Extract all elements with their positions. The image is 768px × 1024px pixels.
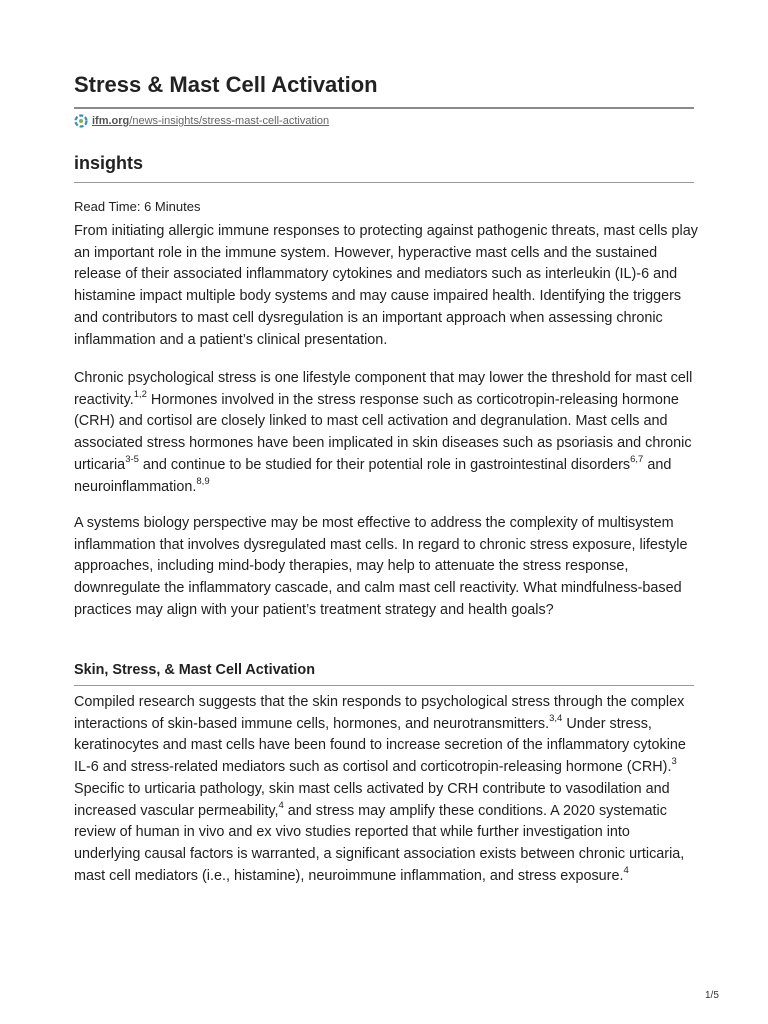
read-time: Read Time: 6 Minutes xyxy=(74,199,201,214)
section-heading: insights xyxy=(74,153,144,173)
citation: 1,2 xyxy=(133,388,147,400)
source-domain[interactable]: ifm.org xyxy=(92,115,130,127)
source-link[interactable] xyxy=(74,114,329,128)
page-title: Stress & Mast Cell Activation xyxy=(74,72,378,97)
section-divider xyxy=(74,182,694,183)
citation: 3 xyxy=(671,756,677,768)
citation: 3,4 xyxy=(549,712,563,724)
source-path[interactable]: /news-insights/stress-mast-cell-activation xyxy=(129,115,330,127)
citation: 3-5 xyxy=(125,454,139,466)
page-number: 1/5 xyxy=(705,990,719,1001)
paragraph-stress: Chronic psychological stress is one lifestyle component that may lower the threshold for mast cell reactivity.$^{1,2}$ Hormones involved in the stress response such as corticotropin-releasing hormone (CRH) and cortisol are closely linked to mast cell activation and degranulation. Mast cells and associated stress hormones have been implicated in skin diseases such as psoriasis and chronic urticaria$^{3-5}$ and continue to be studied for their potential role in gastrointestinal disorders$^{6,7}$ and neuroinflammation.$^{8,9}$ xyxy=(74,370,693,495)
ifm-logo-icon xyxy=(74,114,88,128)
paragraph-skin-stress: Compiled research suggests that the skin responds to psychological stress through the complex interactions of skin-based immune cells, hormones, and neurotransmitters.$^{3,4}$ Under stress, keratinocytes and mast cells have been found to increase secretion of the inflammatory cytokine IL-6 and stress-related mediators such as cortisol and corticotropin-releasing hormone (CRH).$^3$ Specific to urticaria pathology, skin mast cells activated by CRH contribute to vasodilation and increased vascular permeability,$^4$ and stress may amplify these conditions. A 2020 systematic review of human in vivo and ex vivo studies reported that while further investigation into underlying causal factors is warranted, a significant association exists between chronic urticaria, mast cell mediators (i.e., histamine), neuroimmune inflammation, and stress exposure.$^4$ xyxy=(74,694,686,884)
citation: 6,7 xyxy=(630,454,644,466)
citation: 8,9 xyxy=(196,475,210,487)
paragraph-systems-biology: A systems biology perspective may be most effective to address the complexity of multisystem inflammation that involves dysregulated mast cells. In regard to chronic stress exposure, lifestyle approaches, including mind-body therapies, may help to attenuate the stress response, downregulate the inflammatory cascade, and calm mast cell reactivity. What mindfulness-based practices may align with your patient’s treatment strategy and health goals? xyxy=(74,515,688,618)
citation: 4 xyxy=(278,799,284,811)
paragraph-intro: From initiating allergic immune responses to protecting against pathogenic threats, mast cells play an important role in the immune system. However, hyperactive mast cells and the sustained release of their associated inflammatory cytokines and mediators such as interleukin (IL)-6 and histamine impact multiple body systems and may cause impaired health. Identifying the triggers and contributors to mast cell dysregulation is an important approach when assessing chronic inflammation and a patient’s clinical presentation. xyxy=(74,223,698,348)
citation: 4 xyxy=(623,864,629,876)
subheading-divider xyxy=(74,685,694,686)
subheading: Skin, Stress, & Mast Cell Activation xyxy=(74,662,315,678)
title-divider xyxy=(74,107,694,109)
